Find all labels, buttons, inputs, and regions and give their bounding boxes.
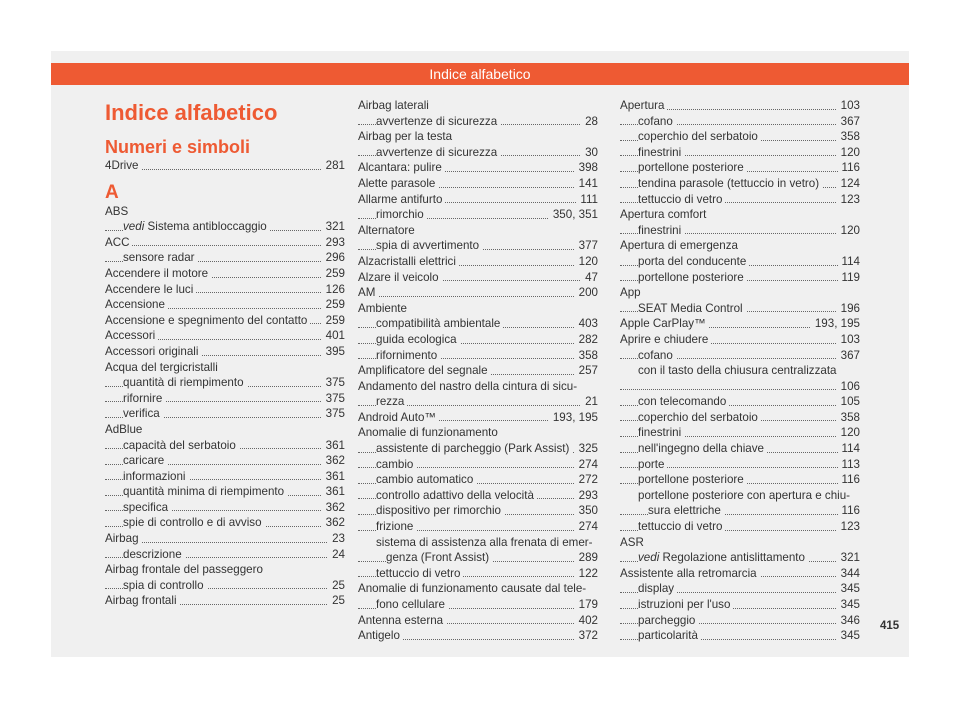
index-entry	[358, 285, 598, 301]
index-subentry	[620, 145, 860, 161]
page-reference: 24	[328, 547, 345, 563]
index-subentry	[358, 597, 598, 613]
page-reference: 21	[581, 394, 598, 410]
index-subentry	[620, 441, 860, 457]
page-reference: 372	[575, 628, 598, 644]
index-subentry	[358, 472, 598, 488]
index-subentry	[620, 348, 860, 364]
index-entry-text: spia di controllo	[123, 578, 207, 594]
page-reference: 345	[837, 597, 860, 613]
index-entry-text: Accessori originali	[105, 344, 201, 360]
index-entry	[358, 192, 598, 208]
page-reference: 398	[575, 160, 598, 176]
page-reference: 196	[837, 301, 860, 317]
index-entry-text: rifornire	[123, 391, 165, 407]
page-reference: 345	[837, 581, 860, 597]
page-reference: 116	[838, 160, 860, 176]
page-reference: 113	[838, 457, 860, 473]
see-reference: vedi	[123, 220, 145, 234]
index-entry-text: fono cellulare	[376, 597, 448, 613]
index-subentry	[358, 394, 598, 410]
index-entry-text: con telecomando	[638, 394, 729, 410]
index-entry-label: Alternatore	[358, 223, 415, 237]
index-subentry	[105, 484, 345, 500]
index-entry-text: nell'ingegno della chiave	[638, 441, 767, 457]
index-entry	[358, 628, 598, 644]
index-entry-text: cambio	[376, 457, 416, 473]
index-entry-text: capacità del serbatoio	[123, 438, 239, 454]
page-reference: 103	[837, 332, 860, 348]
index-subentry	[358, 519, 598, 535]
page-reference: 375	[322, 375, 345, 391]
index-entry-text: informazioni	[123, 469, 189, 485]
page-reference: 350	[575, 503, 598, 519]
page-reference: 259	[322, 313, 345, 329]
index-entry	[358, 254, 598, 270]
page-reference: 361	[322, 484, 345, 500]
index-entry-text	[638, 550, 808, 566]
index-entry	[105, 282, 345, 298]
index-entry	[105, 593, 345, 609]
index-entry	[620, 566, 860, 582]
index-entry-text	[123, 219, 270, 235]
index-entry-text: rimorchio	[376, 207, 427, 223]
index-entry-text: rifornimento	[376, 348, 440, 364]
page-reference: 377	[575, 238, 598, 254]
page-reference: 103	[837, 98, 860, 114]
index-entry-text: spia di avvertimento	[376, 238, 482, 254]
index-entry-label: Anomalie di funzionamento causate dal tele-	[358, 582, 587, 596]
index-subentry	[620, 301, 860, 317]
index-entry-label: Airbag per la testa	[358, 130, 453, 144]
index-subentry	[358, 207, 598, 223]
index-entry	[620, 332, 860, 348]
index-entry-text: dispositivo per rimorchio	[376, 503, 504, 519]
page-reference: 350, 351	[549, 207, 598, 223]
index-subentry	[105, 406, 345, 422]
index-entry-text: porte	[638, 457, 667, 473]
index-column-body	[620, 98, 860, 644]
index-entry-text: Antenna esterna	[358, 613, 446, 629]
page-reference: 141	[575, 176, 598, 192]
index-subentry	[358, 332, 598, 348]
page-reference: 120	[837, 425, 860, 441]
index-subentry	[620, 472, 860, 488]
page-reference: 401	[322, 328, 345, 344]
index-entry-text: genza (Front Assist)	[386, 550, 492, 566]
index-entry-text: Accendere il motore	[105, 266, 211, 282]
index-subentry	[358, 316, 598, 332]
page-reference: 111	[576, 192, 598, 208]
index-entry-text: portellone posteriore	[638, 160, 747, 176]
index-entry-label: portellone posteriore con apertura e chiu-	[638, 488, 851, 502]
index-entry-text: assistente di parcheggio (Park Assist)	[376, 441, 572, 457]
page-reference: 281	[322, 158, 345, 174]
letter-heading: A	[105, 181, 119, 203]
page-reference: 289	[575, 550, 598, 566]
index-entry	[105, 235, 345, 251]
index-entry	[358, 410, 598, 426]
page-reference: 28	[581, 114, 598, 130]
page-reference: 119	[838, 270, 860, 286]
page-reference: 120	[837, 223, 860, 239]
page-reference: 126	[322, 282, 345, 298]
index-entry-text: Apple CarPlay™	[620, 316, 709, 332]
page-reference: 402	[575, 613, 598, 629]
page-reference: 344	[837, 566, 860, 582]
index-entry-text: coperchio del serbatoio	[638, 129, 761, 145]
index-entry-text: Allarme antifurto	[358, 192, 445, 208]
index-subentry	[105, 453, 345, 469]
index-entry-text: finestrini	[638, 425, 684, 441]
header-title: Indice alfabetico	[429, 66, 531, 82]
index-subentry	[620, 270, 860, 286]
index-entry-text: Accensione e spegnimento del contatto	[105, 313, 310, 329]
page-reference: 193, 195	[549, 410, 598, 426]
header-bar	[51, 63, 909, 85]
index-subentry	[358, 441, 598, 457]
index-entry-text: portellone posteriore	[638, 472, 747, 488]
index-entry-text: caricare	[123, 453, 167, 469]
page-reference: 367	[837, 348, 860, 364]
index-entry-text: SEAT Media Control	[638, 301, 746, 317]
index-entry-text: guida ecologica	[376, 332, 460, 348]
index-subentry	[620, 503, 860, 519]
page-reference: 361	[322, 469, 345, 485]
page-reference: 367	[837, 114, 860, 130]
index-entry-text: Alette parasole	[358, 176, 438, 192]
page-reference: 282	[575, 332, 598, 348]
index-entry-label: Andamento del nastro della cintura di sicu-	[358, 379, 578, 393]
index-subentry	[620, 114, 860, 130]
index-entry-text: Android Auto™	[358, 410, 439, 426]
page-reference: 403	[575, 316, 598, 332]
index-entry-text: ACC	[105, 235, 132, 251]
index-entry-text: quantità minima di riempimento	[123, 484, 287, 500]
index-entry-text: descrizione	[123, 547, 185, 563]
index-subentry	[105, 219, 345, 235]
index-subentry	[105, 469, 345, 485]
index-subentry	[358, 114, 598, 130]
index-entry	[620, 316, 860, 332]
index-subentry	[620, 519, 860, 535]
page-reference: 274	[575, 457, 598, 473]
index-entry-label: Ambiente	[358, 301, 407, 315]
index-entry-text: AM	[358, 285, 378, 301]
index-entry-label: AdBlue	[105, 422, 143, 436]
index-subentry	[620, 457, 860, 473]
page-reference: 345	[837, 628, 860, 644]
index-entry	[358, 176, 598, 192]
index-entry-text: compatibilità ambientale	[376, 316, 503, 332]
index-entry-text: cambio automatico	[376, 472, 476, 488]
index-entry-text: Accessori	[105, 328, 158, 344]
page-reference: 358	[837, 129, 860, 145]
index-entry-text: specifica	[123, 500, 171, 516]
index-subentry	[620, 223, 860, 239]
index-subentry	[105, 547, 345, 563]
page-reference: 123	[837, 192, 860, 208]
index-subentry	[620, 425, 860, 441]
index-entry-text: Alcantara: pulire	[358, 160, 445, 176]
page-reference: 293	[322, 235, 345, 251]
index-entry-text: Alzare il veicolo	[358, 270, 442, 286]
index-subentry	[105, 375, 345, 391]
page-reference: 116	[838, 472, 860, 488]
index-column-1	[105, 98, 345, 609]
index-subentry	[358, 145, 598, 161]
index-subentry	[105, 500, 345, 516]
index-entry-text: portellone posteriore	[638, 270, 747, 286]
index-entry-text: tettuccio di vetro	[376, 566, 463, 582]
index-entry-text: display	[638, 581, 677, 597]
index-entry-label: sistema di assistenza alla frenata di emer-	[376, 535, 593, 549]
index-entry	[105, 313, 345, 329]
index-entry-text: verifica	[123, 406, 163, 422]
page-reference: 105	[837, 394, 860, 410]
index-entry-text: porta del conducente	[638, 254, 749, 270]
index-entry-text: finestrini	[638, 145, 684, 161]
index-entry-label: App	[620, 286, 641, 300]
index-entry-text: avvertenze di sicurezza	[376, 114, 500, 130]
index-entry	[358, 613, 598, 629]
index-subentry	[358, 238, 598, 254]
index-subentry	[620, 613, 860, 629]
page-reference: 25	[328, 578, 345, 594]
page-reference: 120	[837, 145, 860, 161]
index-entry-text: con il tasto della chiusura centralizzata	[638, 363, 840, 379]
see-reference: vedi	[638, 551, 660, 565]
index-entry-label: ABS	[105, 204, 129, 218]
index-subentry	[105, 391, 345, 407]
page-reference: 325	[575, 441, 598, 457]
page-reference: 362	[322, 500, 345, 516]
page-reference: 114	[838, 441, 860, 457]
index-entry-text: Apertura	[620, 98, 667, 114]
index-entry-label: Airbag laterali	[358, 99, 429, 112]
index-entry-text: Aprire e chiudere	[620, 332, 711, 348]
index-column-body	[105, 136, 345, 609]
index-entry-text: controllo adattivo della velocità	[376, 488, 537, 504]
page-reference: 114	[838, 254, 860, 270]
index-subentry	[358, 457, 598, 473]
index-subentry	[620, 410, 860, 426]
index-subentry	[358, 503, 598, 519]
index-entry-text: cofano	[638, 348, 676, 364]
page-reference: 272	[575, 472, 598, 488]
index-entry-text: spie di controllo e di avviso	[123, 515, 265, 531]
page-reference: 293	[575, 488, 598, 504]
index-subentry	[105, 515, 345, 531]
index-entry-text: cofano	[638, 114, 676, 130]
index-subentry	[620, 550, 860, 566]
index-subentry	[620, 581, 860, 597]
index-entry-text: coperchio del serbatoio	[638, 410, 761, 426]
index-entry	[358, 270, 598, 286]
index-entry	[620, 98, 860, 114]
index-entry-text: particolarità	[638, 628, 701, 644]
index-entry	[105, 266, 345, 282]
index-entry	[105, 531, 345, 547]
page-reference: 200	[575, 285, 598, 301]
page-reference: 116	[838, 503, 860, 519]
page-reference: 321	[322, 219, 345, 235]
index-entry-label: ASR	[620, 535, 644, 549]
index-entry-text: Assistente alla retromarcia	[620, 566, 760, 582]
index-subentry	[358, 348, 598, 364]
index-entry	[105, 158, 345, 174]
index-entry-text: Amplificatore del segnale	[358, 363, 491, 379]
index-entry-text: Alzacristalli elettrici	[358, 254, 459, 270]
page-reference: 274	[575, 519, 598, 535]
index-entry-text: sensore radar	[123, 250, 198, 266]
index-subentry	[620, 363, 860, 394]
index-column-body	[358, 98, 598, 644]
index-entry-text: quantità di riempimento	[123, 375, 247, 391]
index-subentry	[620, 192, 860, 208]
index-entry-text: Antigelo	[358, 628, 403, 644]
index-subentry	[620, 597, 860, 613]
index-subentry	[105, 578, 345, 594]
index-entry-text: tettuccio di vetro	[638, 192, 725, 208]
index-entry-text: Airbag	[105, 531, 142, 547]
index-entry-label: Anomalie di funzionamento	[358, 426, 498, 440]
index-entry-text: rezza	[376, 394, 407, 410]
index-subentry	[620, 129, 860, 145]
page-reference: 362	[322, 453, 345, 469]
page-reference: 179	[575, 597, 598, 613]
index-entry-text: Accensione	[105, 297, 168, 313]
page-reference: 122	[575, 566, 598, 582]
index-entry-text: 4Drive	[105, 158, 142, 174]
page-reference: 361	[322, 438, 345, 454]
index-entry-text: Accendere le luci	[105, 282, 196, 298]
page-reference: 375	[322, 406, 345, 422]
index-entry	[105, 344, 345, 360]
page-reference: 358	[575, 348, 598, 364]
index-subentry	[105, 438, 345, 454]
page-reference: 25	[328, 593, 345, 609]
index-entry-text: tettuccio di vetro	[638, 519, 725, 535]
index-subentry	[620, 160, 860, 176]
index-entry-label: Acqua del tergicristalli	[105, 360, 218, 374]
page-reference: 193, 195	[811, 316, 860, 332]
index-entry-label: Apertura comfort	[620, 208, 707, 222]
index-entry-label: Airbag frontale del passeggero	[105, 563, 263, 577]
page-reference: 358	[837, 410, 860, 426]
page-reference: 296	[322, 250, 345, 266]
page-title: Indice alfabetico	[105, 100, 278, 125]
index-entry	[358, 160, 598, 176]
index-subentry	[620, 394, 860, 410]
index-entry	[105, 328, 345, 344]
page-reference: 362	[322, 515, 345, 531]
page-reference: 30	[581, 145, 598, 161]
index-subentry	[620, 176, 860, 192]
index-column-2	[358, 98, 598, 644]
index-entry-text: tendina parasole (tettuccio in vetro)	[638, 176, 822, 192]
index-entry-label: Apertura di emergenza	[620, 239, 738, 253]
index-subentry	[358, 488, 598, 504]
page-reference: 47	[581, 270, 598, 286]
index-entry-text: avvertenze di sicurezza	[376, 145, 500, 161]
index-entry-text: finestrini	[638, 223, 684, 239]
index-subentry	[105, 250, 345, 266]
index-entry-text: sura elettriche	[648, 503, 724, 519]
index-column-3	[620, 98, 860, 644]
page-reference: 321	[837, 550, 860, 566]
page-number: 415	[880, 620, 900, 632]
page-reference: 23	[328, 531, 345, 547]
index-subentry	[358, 566, 598, 582]
page-reference: 106	[837, 379, 860, 395]
index-subentry	[620, 628, 860, 644]
section-heading: Numeri e simboli	[105, 137, 251, 157]
page-reference: 395	[322, 344, 345, 360]
index-subentry	[358, 550, 598, 566]
page-reference: 259	[322, 266, 345, 282]
page-reference: 375	[322, 391, 345, 407]
index-entry-text: parcheggio	[638, 613, 698, 629]
index-subentry	[620, 254, 860, 270]
index-entry-text: istruzioni per l'uso	[638, 597, 733, 613]
page-reference: 346	[837, 613, 860, 629]
index-entry-text: frizione	[376, 519, 416, 535]
page-reference: 124	[837, 176, 860, 192]
index-entry	[358, 363, 598, 379]
page-reference: 120	[575, 254, 598, 270]
page-reference: 123	[837, 519, 860, 535]
index-entry	[105, 297, 345, 313]
see-target: Regolazione antislittamento	[662, 551, 805, 565]
index-entry-text: Airbag frontali	[105, 593, 180, 609]
page-reference: 259	[322, 297, 345, 313]
see-target: Sistema antibloccaggio	[147, 220, 267, 234]
page-reference: 257	[575, 363, 598, 379]
